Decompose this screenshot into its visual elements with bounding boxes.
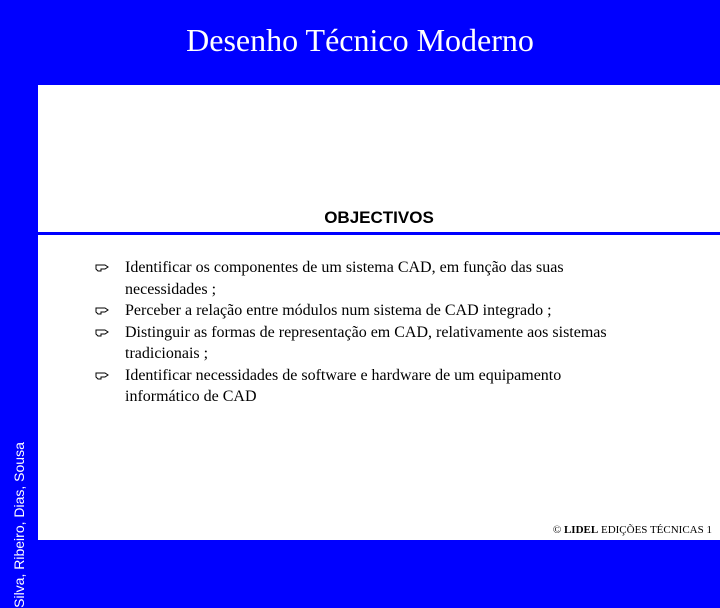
publisher-name: LIDEL (563, 524, 599, 536)
pointing-hand-icon (95, 322, 115, 337)
list-item (95, 365, 635, 408)
list-item (95, 300, 635, 322)
section-divider (38, 232, 720, 235)
list-item (95, 257, 635, 300)
objective-text: Distinguir as formas de representação em CAD, relativamente aos sistemas tradicionais ; (125, 323, 607, 362)
page-number: 1 (706, 524, 712, 536)
authors-label: Silva, Ribeiro, Dias, Sousa (11, 442, 27, 608)
objective-text: Perceber a relação entre módulos num sistema de CAD integrado ; (125, 302, 552, 319)
publisher-subtitle: EDIÇÕES TÉCNICAS (600, 524, 704, 536)
pointing-hand-icon (95, 300, 115, 315)
objective-text: Identificar necessidades de software e hardware de um equipamento informático de CAD (125, 366, 562, 405)
copyright-symbol: © (552, 524, 562, 536)
list-item (95, 322, 635, 365)
author-sidebar (0, 85, 38, 608)
content-panel (38, 85, 720, 540)
pointing-hand-icon (95, 257, 115, 272)
objective-text: Identificar os componentes de um sistema CAD, em função das suas necessidades ; (125, 259, 564, 298)
objectives-list (95, 257, 635, 408)
page-title: Desenho Técnico Moderno (186, 22, 534, 58)
section-title: OBJECTIVOS (324, 208, 434, 227)
pointing-hand-icon (95, 365, 115, 380)
footer-credit (553, 524, 712, 536)
